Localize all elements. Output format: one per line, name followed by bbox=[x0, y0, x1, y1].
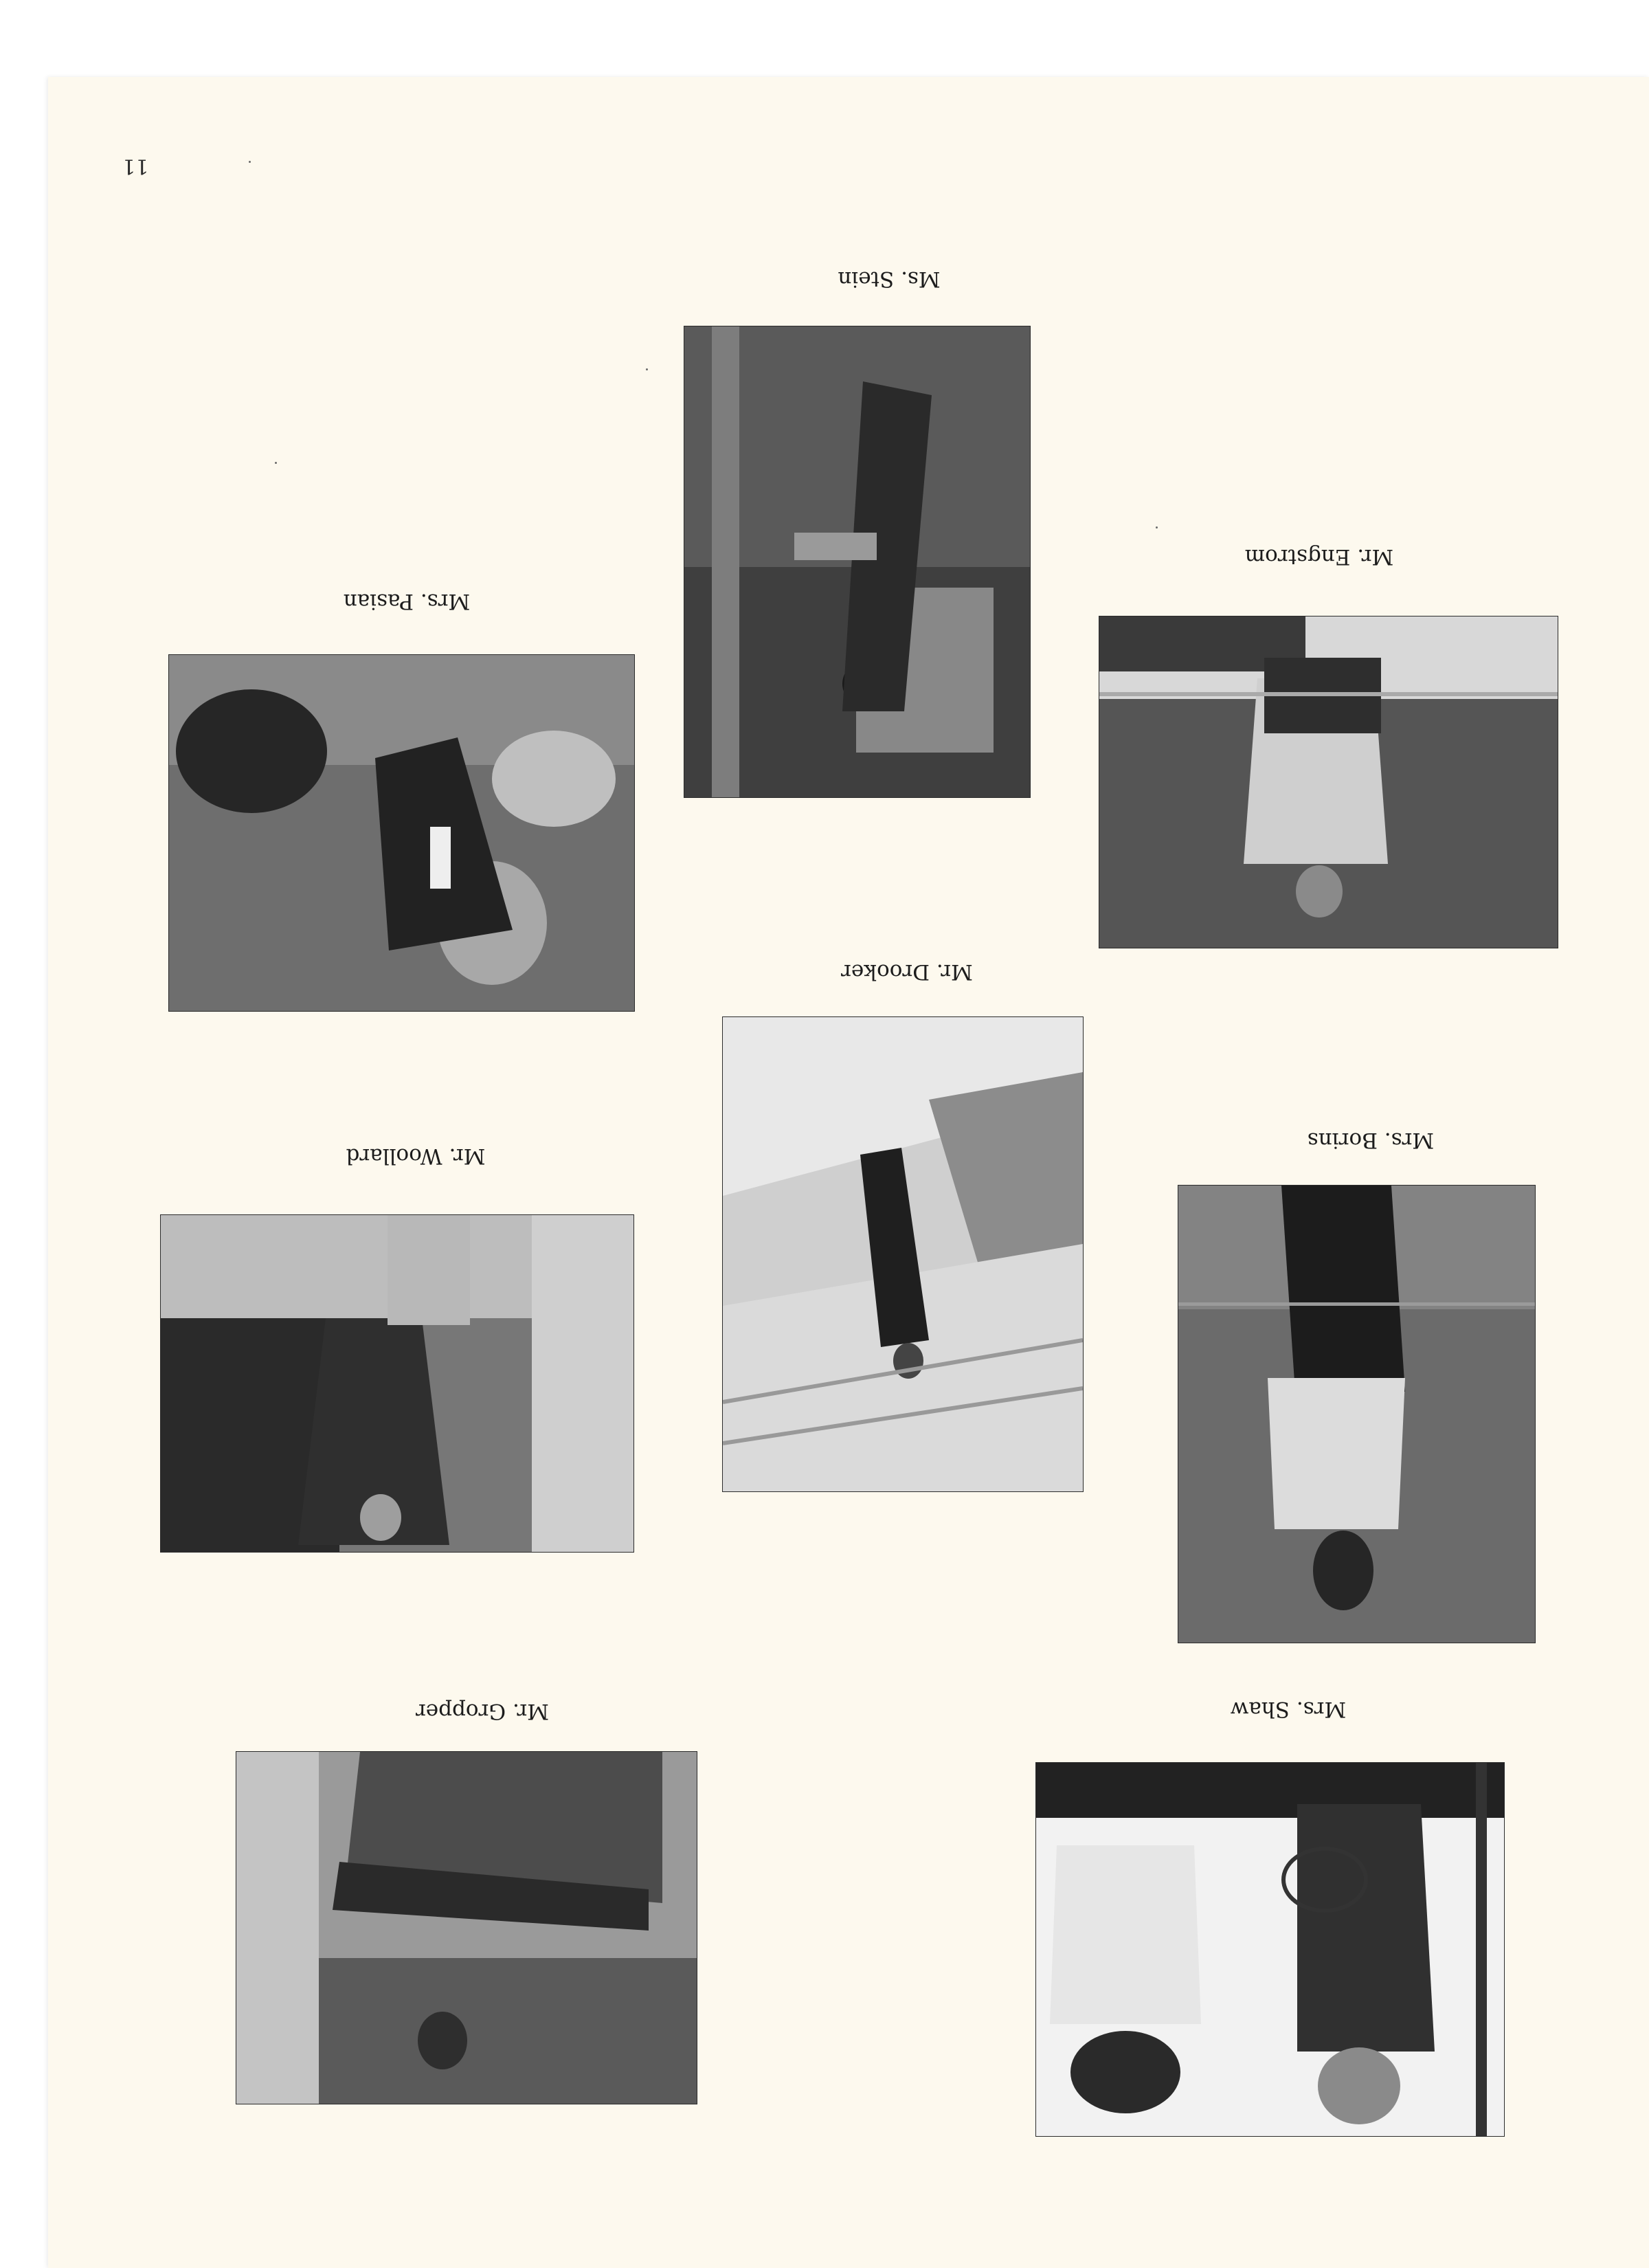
page-number: 11 bbox=[122, 154, 149, 178]
photo-mr-engstrom bbox=[1099, 616, 1558, 948]
paper-fleck bbox=[275, 462, 277, 464]
paper-fleck bbox=[1156, 526, 1158, 529]
paper-fleck bbox=[249, 161, 251, 163]
caption-mrs-pasian: Mrs. Pasian bbox=[343, 589, 471, 614]
photo-mr-drooker bbox=[722, 1016, 1084, 1492]
photo-mr-woollard bbox=[160, 1214, 634, 1553]
caption-mr-drooker: Mr. Drooker bbox=[841, 959, 973, 984]
photo-mrs-shaw bbox=[1035, 1762, 1505, 2137]
photo-mrs-pasian bbox=[168, 654, 635, 1012]
paper-fleck bbox=[646, 368, 648, 370]
caption-mrs-shaw: Mrs. Shaw bbox=[1230, 1697, 1347, 1722]
caption-mr-engstrom: Mr. Engstrom bbox=[1244, 544, 1394, 569]
photo-mr-gropper bbox=[236, 1751, 697, 2104]
photo-ms-stein bbox=[684, 326, 1031, 798]
caption-mr-gropper: Mr. Gropper bbox=[416, 1699, 549, 1724]
caption-mr-woollard: Mr. Woollard bbox=[346, 1144, 486, 1168]
caption-mrs-borins: Mrs. Borins bbox=[1307, 1128, 1435, 1153]
scanned-page bbox=[48, 77, 1649, 2268]
photo-mrs-borins bbox=[1178, 1185, 1536, 1643]
caption-ms-stein: Ms. Stein bbox=[838, 267, 941, 291]
